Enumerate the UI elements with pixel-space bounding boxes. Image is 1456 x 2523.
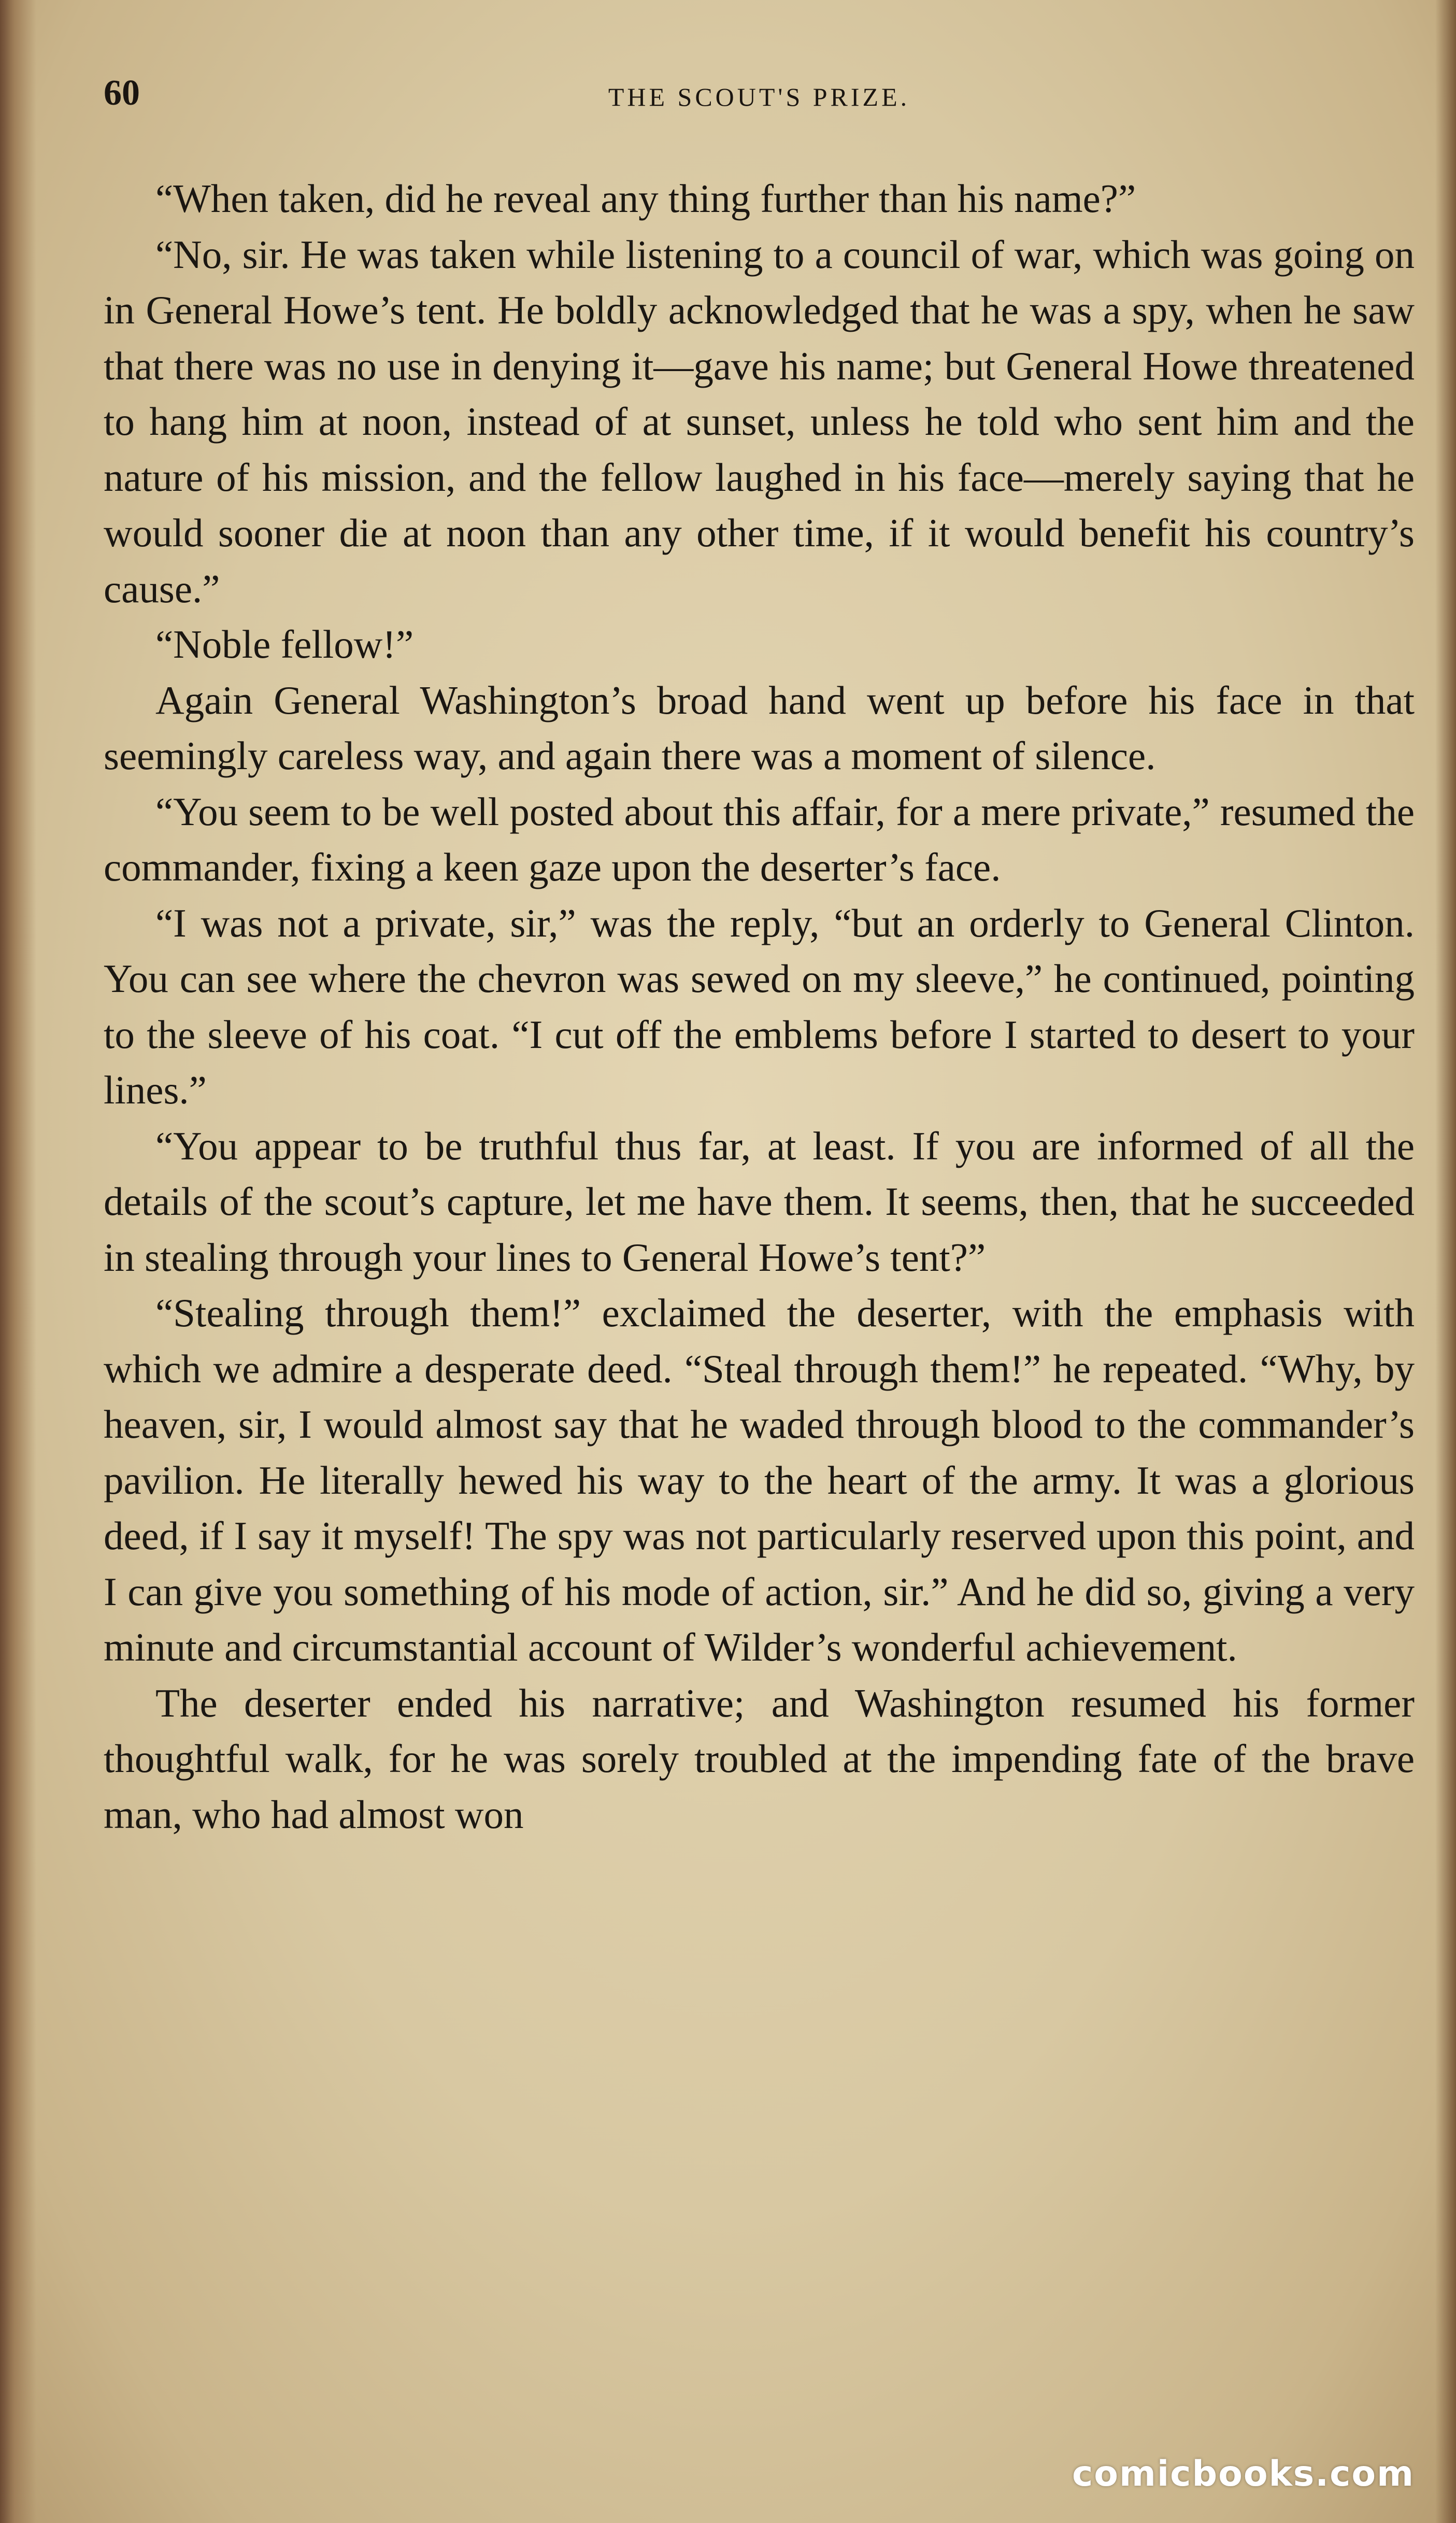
paragraph: “You seem to be well posted about this affair, for a mere private,” resumed the commander, fixing a keen gaze upon the deserter’s face. bbox=[104, 789, 1415, 889]
paragraph: “I was not a private, sir,” was the reply, “but an orderly to General Clinton. You can see where the chevron was sewed on my sleeve,” he continued, pointing to the sleeve of his coat. “I cut off the emblems before I started to desert to your lines.” bbox=[104, 900, 1415, 1112]
paragraph: “Stealing through them!” exclaimed the deserter, with the emphasis with which we admire a desperate deed. “Steal through them!” he repeated. “Why, by heaven, sir, I would almost say that he waded through blood to the commander’s pavilion. He literally hewed his way to the heart of the army. It was a glorious deed, if I say it myself! The spy was not particularly reserved upon this point, and I can give you something of his mode of action, sir.” And he did so, giving a very minute and circumstantial account of Wilder’s wonderful achievement. bbox=[104, 1291, 1415, 1669]
paragraph: “Noble fellow!” bbox=[155, 622, 414, 667]
page-number: 60 bbox=[104, 73, 140, 113]
paragraph: “You appear to be truthful thus far, at least. If you are informed of all the details of the scout’s capture, let me have them. It seems, then, that he succeeded in stealing through your lines to General Howe’s tent?” bbox=[104, 1123, 1415, 1280]
paragraph: Again General Washington’s broad hand went up before his face in that seemingly careless way, and again there was a moment of silence. bbox=[104, 677, 1415, 778]
body-text bbox=[104, 171, 1415, 1842]
watermark-text: comicbooks.com bbox=[1072, 2454, 1415, 2494]
page-header bbox=[104, 62, 1415, 124]
page-left-edge-shadow bbox=[0, 0, 36, 2523]
paragraph: The deserter ended his narrative; and Washington resumed his former thoughtful walk, for he was sorely troubled at the impending fate of the brave man, who had almost won bbox=[104, 1680, 1415, 1837]
paragraph: “No, sir. He was taken while listening to a council of war, which was going on in General Howe’s tent. He boldly acknowledged that he was a spy, when he saw that there was no use in denying it—gave his name; but General Howe threatened to hang him at noon, instead of at sunset, unless he told who sent him and the nature of his mission, and the fellow laughed in his face—merely saying that he would sooner die at noon than any other time, if it would benefit his country’s cause.” bbox=[104, 232, 1415, 611]
page-right-edge-shadow bbox=[1435, 0, 1456, 2523]
running-head: THE SCOUT'S PRIZE. bbox=[608, 82, 910, 111]
paragraph: “When taken, did he reveal any thing further than his name?” bbox=[155, 176, 1136, 221]
